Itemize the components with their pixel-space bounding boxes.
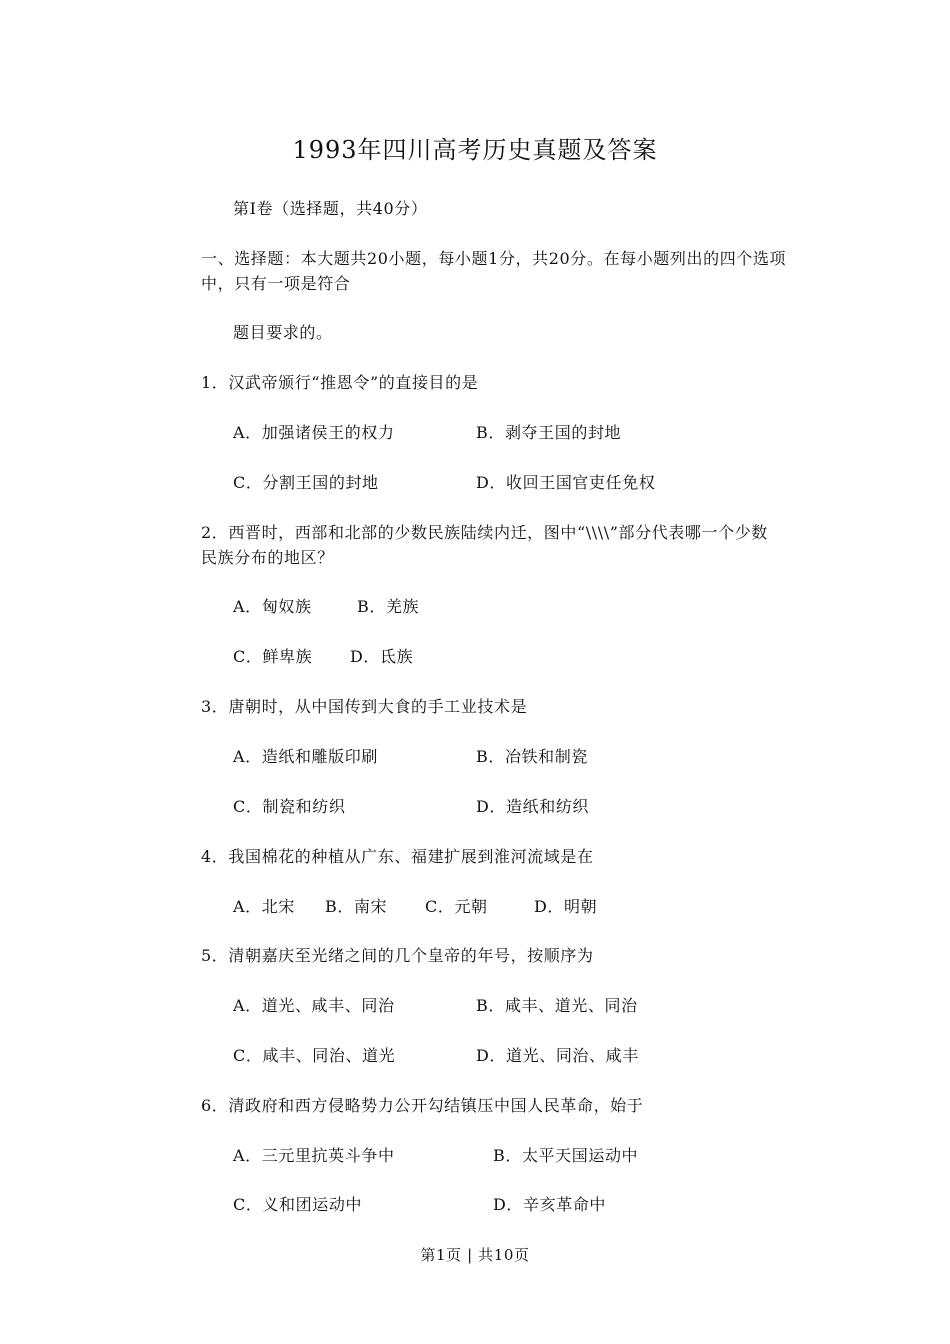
question-1-option-b: B．剥夺王国的封地 — [476, 423, 622, 442]
question-2-stem-line-2: 民族分布的地区？ — [201, 548, 334, 567]
question-3-option-b: B．冶铁和制瓷 — [476, 747, 588, 766]
question-5-stem: 5．清朝嘉庆至光绪之间的几个皇帝的年号，按顺序为 — [201, 946, 594, 965]
question-2-option-d: D．氐族 — [350, 647, 414, 666]
question-5-option-c: C．咸丰、同治、道光 — [233, 1046, 396, 1065]
instructions-line-2: 中，只有一项是符合 — [201, 274, 351, 293]
question-2-stem-line-1: 2．西晋时，西部和北部的少数民族陆续内迁，图中“\\\\”部分代表哪一个少数 — [201, 523, 768, 542]
instructions-line-1: 一、选择题：本大题共20小题，每小题1分，共20分。在每小题列出的四个选项 — [201, 249, 787, 268]
question-6-option-c: C．义和团运动中 — [233, 1195, 363, 1214]
question-5-option-b: B．咸丰、道光、同治 — [476, 996, 638, 1015]
question-4-option-c: C．元朝 — [425, 897, 488, 916]
instructions-line-3: 题目要求的。 — [233, 323, 333, 342]
page-footer: 第1页 | 共10页 — [420, 1246, 530, 1264]
question-4-stem: 4．我国棉花的种植从广东、福建扩展到淮河流域是在 — [201, 847, 594, 866]
question-5-option-a: A．道光、咸丰、同治 — [233, 996, 395, 1015]
question-6-stem: 6．清政府和西方侵略势力公开勾结镇压中国人民革命，始于 — [201, 1096, 644, 1115]
question-6-option-d: D．辛亥革命中 — [493, 1195, 607, 1214]
question-2-option-b: B．羌族 — [357, 597, 420, 616]
question-4-option-b: B．南宋 — [325, 897, 388, 916]
question-4-option-d: D．明朝 — [534, 897, 598, 916]
question-3-option-a: A．造纸和雕版印刷 — [233, 747, 378, 766]
question-3-stem: 3．唐朝时，从中国传到大食的手工业技术是 — [201, 697, 528, 716]
question-6-option-a: A．三元里抗英斗争中 — [233, 1146, 395, 1165]
question-2-option-c: C．鲜卑族 — [233, 647, 313, 666]
question-1-option-d: D．收回王国官吏任免权 — [476, 473, 656, 492]
question-1-stem: 1．汉武帝颁行“推恩令”的直接目的是 — [201, 373, 479, 392]
section-header: 第Ⅰ卷（选择题，共40分） — [233, 199, 428, 218]
document-title: 1993年四川高考历史真题及答案 — [292, 136, 658, 164]
question-1-option-c: C．分割王国的封地 — [233, 473, 379, 492]
question-6-option-b: B．太平天国运动中 — [493, 1146, 639, 1165]
question-3-option-c: C．制瓷和纺织 — [233, 797, 346, 816]
question-2-option-a: A．匈奴族 — [233, 597, 312, 616]
question-4-option-a: A．北宋 — [233, 897, 295, 916]
question-1-option-a: A．加强诸侯王的权力 — [233, 423, 395, 442]
question-5-option-d: D．道光、同治、咸丰 — [476, 1046, 639, 1065]
question-3-option-d: D．造纸和纺织 — [476, 797, 590, 816]
